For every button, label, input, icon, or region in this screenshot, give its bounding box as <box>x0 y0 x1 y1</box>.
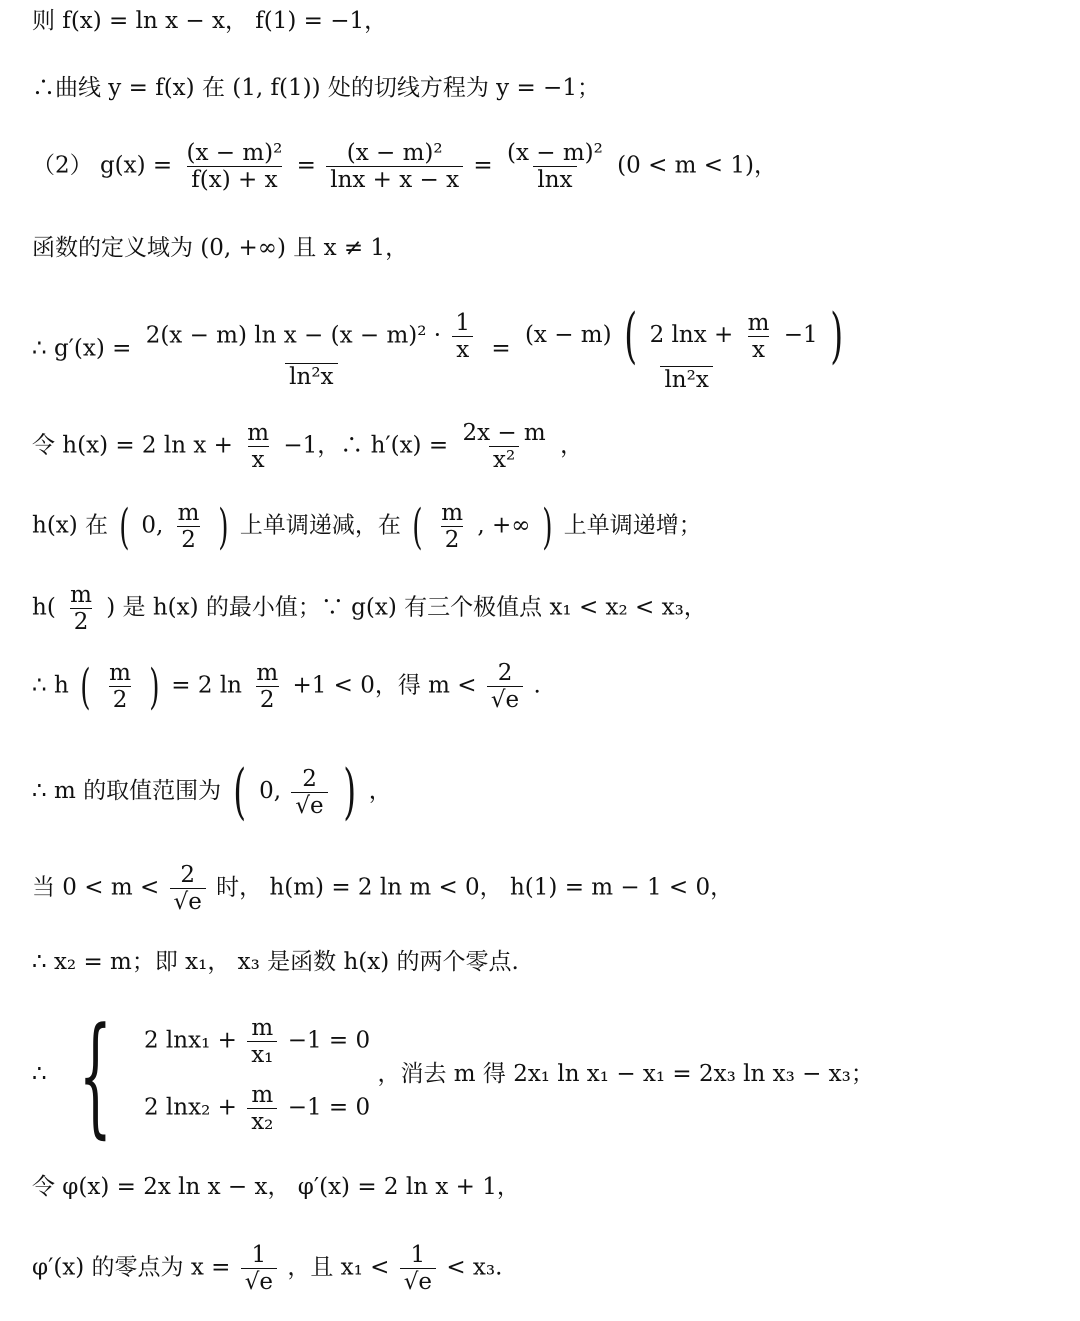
fraction-numerator: m <box>177 500 200 526</box>
fraction <box>247 1015 277 1068</box>
line-10-text: ∴ m 的取值范围为 <box>32 778 222 804</box>
line-1 <box>32 6 387 36</box>
numerator-text: (x − m) <box>524 322 612 348</box>
fraction-numerator <box>521 301 852 371</box>
line-5 <box>32 301 855 393</box>
line-8-text: h( <box>32 594 56 621</box>
fraction-numerator: 2x − m <box>462 420 546 446</box>
line-15-text: ，且 x₁ < <box>287 1254 390 1281</box>
line-9-text: . <box>533 672 541 699</box>
equation-system <box>144 1015 370 1135</box>
fraction <box>252 660 282 713</box>
system-equation-2 <box>144 1082 370 1135</box>
fraction-numerator: m <box>251 1015 274 1041</box>
fraction-numerator: 2 <box>180 862 195 888</box>
fraction <box>291 766 327 819</box>
fraction-numerator: 2 <box>497 660 513 686</box>
fraction <box>400 1242 436 1295</box>
fraction-denominator: ln²x <box>285 363 337 390</box>
fraction-denominator: ln²x <box>660 366 712 393</box>
equals-sign: = <box>491 335 511 362</box>
line-7 <box>32 500 702 553</box>
equals-sign: = <box>296 152 316 179</box>
fraction-denominator: x² <box>489 446 519 473</box>
paren-open: ( <box>80 658 91 715</box>
line-7-text: , +∞ <box>477 512 531 539</box>
equation-text: 2 lnx₂ + <box>143 1094 237 1121</box>
line-4-text: 函数的定义域为 (0, +∞) 且 x ≠ 1， <box>32 235 409 261</box>
line-13 <box>32 999 874 1151</box>
fraction-denominator: 2 <box>109 686 132 713</box>
line-15-text: φ′(x) 的零点为 x = <box>32 1254 231 1281</box>
fraction-numerator: m <box>256 660 279 686</box>
fraction <box>174 500 204 553</box>
line-7-text: h(x) 在 <box>32 512 109 539</box>
line-11-text: 时， h(m) = 2 ln m < 0， h(1) = m − 1 < 0， <box>216 874 734 901</box>
fraction-denominator: f(x) + x <box>187 166 281 193</box>
line-2 <box>32 73 600 103</box>
fraction <box>105 660 135 713</box>
fraction-numerator: (x − m)² <box>346 140 443 166</box>
fraction-denominator: 2 <box>70 608 93 635</box>
line-12-text: ∴ x₂ = m；即 x₁， x₃ 是函数 h(x) 的两个零点. <box>32 949 519 975</box>
line-7-text: 上单调递增； <box>563 512 702 539</box>
paren-open: ( <box>624 301 638 371</box>
fraction <box>247 1082 277 1135</box>
line-9-text: = 2 ln <box>171 672 242 699</box>
paren-open: ( <box>233 757 247 827</box>
equation-text: −1 = 0 <box>287 1094 371 1121</box>
fraction <box>66 582 96 635</box>
fraction-denominator: x₂ <box>247 1108 277 1135</box>
fraction-denominator: x <box>452 336 473 363</box>
numerator-text: 2 lnx + <box>649 322 734 348</box>
fraction-denominator: x₁ <box>247 1041 277 1068</box>
brace-open: { <box>78 999 112 1151</box>
paren-close: ) <box>218 498 229 555</box>
fraction-numerator: 1 <box>410 1242 426 1268</box>
equals-sign: = <box>473 152 493 179</box>
fraction <box>326 140 463 193</box>
fraction-denominator: lnx <box>533 166 576 193</box>
fraction-denominator: lnx + x − x <box>326 166 463 193</box>
line-15-text: < x₃. <box>446 1254 503 1281</box>
fraction <box>503 140 607 193</box>
fraction-denominator: √e <box>291 792 327 819</box>
fraction <box>170 862 206 915</box>
inner-fraction <box>451 310 474 363</box>
fraction-numerator: 1 <box>455 309 471 336</box>
fraction-denominator: 2 <box>441 526 464 553</box>
fraction-numerator: 1 <box>251 1242 267 1268</box>
fraction-denominator: 2 <box>177 526 200 553</box>
fraction-numerator: (x − m)² <box>186 140 283 166</box>
fraction-numerator: m <box>109 660 131 686</box>
line-9-text: ∴ h <box>32 672 69 699</box>
fraction-numerator: m <box>70 582 92 608</box>
fraction-numerator <box>142 310 481 363</box>
line-6-text: ， <box>560 432 584 459</box>
numerator-text: 2(x − m) ln x − (x − m)² · <box>145 322 442 348</box>
line-8-text: ) 是 h(x) 的最小值；∵ g(x) 有三个极值点 x₁ < x₂ < x₃， <box>106 594 707 621</box>
line-11 <box>32 862 733 915</box>
fraction-denominator: √e <box>170 888 206 915</box>
fraction <box>142 310 481 390</box>
fraction <box>458 420 549 473</box>
fraction <box>521 301 852 393</box>
inner-fraction <box>744 310 774 363</box>
paren-close: ) <box>830 301 844 371</box>
line-10-text: 0, <box>259 778 282 804</box>
equation-text: 2 lnx₁ + <box>143 1027 237 1054</box>
fraction <box>241 1242 277 1295</box>
line-13-suffix: ，消去 m 得 2x₁ ln x₁ − x₁ = 2x₃ ln x₃ − x₃； <box>377 1061 874 1087</box>
fraction-numerator: m <box>247 420 270 446</box>
line-7-text: 0, <box>141 512 164 539</box>
line-9 <box>32 660 541 713</box>
line-14-text: 令 φ(x) = 2x ln x − x， φ′(x) = 2 ln x + 1， <box>32 1174 520 1200</box>
fraction-numerator: (x − m)² <box>507 140 603 166</box>
line-1-text: 则 f(x) = ln x − x， f(1) = −1， <box>32 8 388 34</box>
line-13-prefix: ∴ <box>32 1061 47 1087</box>
fraction-denominator: 2 <box>256 686 279 713</box>
line-9-text: +1 < 0，得 m < <box>292 672 477 699</box>
paren-close: ) <box>149 658 160 715</box>
fraction <box>487 660 523 713</box>
paren-open: ( <box>412 498 423 555</box>
line-2-text: ∴曲线 y = f(x) 在 (1, f(1)) 处的切线方程为 y = −1； <box>32 75 600 101</box>
line-11-text: 当 0 < m < <box>32 874 160 901</box>
system-equation-1 <box>144 1015 370 1068</box>
paren-close: ) <box>343 757 357 827</box>
line-15 <box>32 1242 502 1295</box>
fraction-denominator: √e <box>487 686 523 713</box>
fraction <box>243 420 273 473</box>
fraction-numerator: m <box>747 309 770 336</box>
fraction <box>437 500 467 553</box>
fraction-numerator: m <box>441 500 464 526</box>
fraction-numerator: m <box>251 1082 274 1108</box>
line-10-text: ， <box>368 778 392 804</box>
line-7-text: 上单调递减，在 <box>239 512 401 539</box>
line-8 <box>32 582 707 635</box>
numerator-text: −1 <box>783 322 818 348</box>
fraction <box>182 140 286 193</box>
line-6 <box>32 420 583 473</box>
line-14 <box>32 1172 520 1202</box>
fraction-denominator: √e <box>241 1268 277 1295</box>
line-10 <box>32 757 392 827</box>
line-6-text: −1，∴ h′(x) = <box>283 432 449 459</box>
line-6-text: 令 h(x) = 2 ln x + <box>32 432 233 459</box>
paren-close: ) <box>541 498 553 555</box>
line-12 <box>32 947 519 977</box>
line-3 <box>32 140 777 193</box>
fraction-denominator: √e <box>400 1268 436 1295</box>
fraction-numerator: 2 <box>302 765 317 792</box>
fraction-denominator: x <box>248 446 269 473</box>
equation-text: −1 = 0 <box>287 1027 371 1054</box>
line-3-suffix: (0 < m < 1)， <box>617 152 777 179</box>
line-3-prefix: （2） g(x) = <box>32 152 173 179</box>
line-5-prefix: ∴ g′(x) = <box>32 335 132 362</box>
fraction-denominator: x <box>748 336 769 363</box>
line-4 <box>32 233 408 263</box>
paren-open: ( <box>119 498 130 555</box>
